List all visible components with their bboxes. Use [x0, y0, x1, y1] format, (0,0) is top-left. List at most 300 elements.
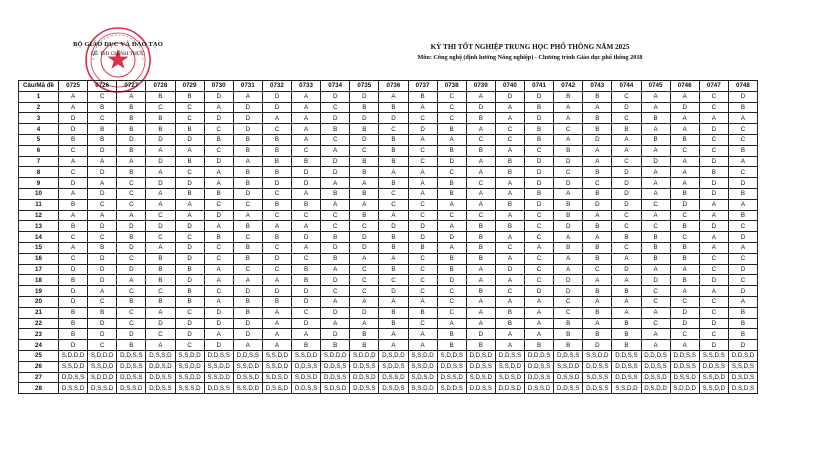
exam-code-header: 0747 — [699, 81, 728, 92]
answer-cell: A — [699, 113, 728, 124]
answer-cell: D — [59, 124, 88, 135]
exam-code-header: 0748 — [728, 81, 757, 92]
answer-cell: D — [292, 178, 321, 189]
answer-cell: A — [641, 91, 670, 102]
answer-cell: D,D,S,S — [117, 361, 146, 372]
answer-cell: D — [321, 113, 350, 124]
answer-cell: C — [495, 286, 524, 297]
answer-cell: B — [699, 167, 728, 178]
answer-cell: D — [233, 329, 262, 340]
answer-cell: B — [350, 340, 379, 351]
answer-cell: B — [525, 188, 554, 199]
answer-cell: C — [408, 318, 437, 329]
answer-cell: D — [262, 178, 291, 189]
answer-cell: B — [583, 188, 612, 199]
answer-cell: A — [612, 134, 641, 145]
answer-cell: D — [88, 221, 117, 232]
table-row — [19, 167, 758, 178]
answer-cell: C — [321, 221, 350, 232]
answer-cell: A — [262, 329, 291, 340]
answer-cell: D — [525, 199, 554, 210]
answer-cell: B — [117, 296, 146, 307]
exam-code-header: 0725 — [59, 81, 88, 92]
answer-cell: A — [262, 318, 291, 329]
answer-cell: S,D,S,D — [321, 383, 350, 394]
answer-cell: C — [583, 264, 612, 275]
answer-cell: B — [175, 188, 204, 199]
answer-cell: D,D,S,S — [466, 361, 495, 372]
answer-cell: D,D,S,S — [670, 350, 699, 361]
answer-cell: B — [525, 340, 554, 351]
answer-cell: A — [292, 242, 321, 253]
answer-cell: C — [117, 253, 146, 264]
answer-cell: D — [379, 221, 408, 232]
answer-cell: B — [612, 340, 641, 351]
answer-cell: B — [233, 307, 262, 318]
answer-cell: B — [88, 124, 117, 135]
question-number: 27 — [19, 372, 59, 383]
table-row — [19, 242, 758, 253]
answer-cell: A — [699, 286, 728, 297]
answer-cell: C — [437, 210, 466, 221]
answer-cell: A — [554, 113, 583, 124]
answer-cell: D,D,S,S — [350, 383, 379, 394]
answer-cell: D — [699, 275, 728, 286]
answer-cell: A — [466, 296, 495, 307]
exam-code-header: 0739 — [466, 81, 495, 92]
answer-cell: S,S,D,D — [175, 361, 204, 372]
answer-cell: B — [612, 318, 641, 329]
answer-cell: B — [175, 156, 204, 167]
answer-cell: C — [466, 178, 495, 189]
answer-cell: A — [117, 210, 146, 221]
answer-cell: A — [146, 242, 175, 253]
exam-code-header: 0734 — [321, 81, 350, 92]
answer-cell: A — [525, 318, 554, 329]
exam-subject: Môn: Công nghệ (định hướng Nông nghiệp) - Chương trình Giáo dục phổ thông 2018 — [417, 54, 643, 61]
answer-cell: D,S,S,D — [437, 372, 466, 383]
answer-cell: S,S,D,D — [554, 361, 583, 372]
answer-cell: A — [437, 242, 466, 253]
answer-cell: D — [408, 221, 437, 232]
question-number: 8 — [19, 167, 59, 178]
answer-cell: A — [350, 199, 379, 210]
answer-cell: C — [262, 210, 291, 221]
answer-cell: B — [379, 134, 408, 145]
answer-cell: A — [495, 113, 524, 124]
answer-cell: S,S,D,S — [699, 350, 728, 361]
answer-cell: B — [350, 124, 379, 135]
answer-cell: C — [495, 242, 524, 253]
answer-cell: A — [728, 113, 757, 124]
exam-code-header: 0729 — [175, 81, 204, 92]
answer-cell: D — [204, 210, 233, 221]
answer-cell: B — [612, 329, 641, 340]
answer-cell: B — [146, 253, 175, 264]
answer-cell: A — [350, 178, 379, 189]
answer-cell: B — [495, 156, 524, 167]
answer-cell: A — [670, 124, 699, 135]
answer-cell: D — [262, 253, 291, 264]
answer-cell: C — [612, 91, 641, 102]
answer-cell: D,D,S,S — [554, 350, 583, 361]
answer-cell: S,S,D,D — [495, 361, 524, 372]
answer-cell: A — [495, 188, 524, 199]
answer-cell: A — [670, 113, 699, 124]
answer-cell: C — [408, 156, 437, 167]
answer-cell: A — [262, 275, 291, 286]
answer-cell: S,S,D,D — [59, 361, 88, 372]
answer-cell: B — [88, 307, 117, 318]
answer-cell: A — [495, 296, 524, 307]
answer-cell: D,D,S,S — [437, 361, 466, 372]
answer-cell: A — [146, 145, 175, 156]
answer-cell: B — [728, 102, 757, 113]
answer-cell: B — [437, 188, 466, 199]
question-number: 2 — [19, 102, 59, 113]
answer-cell: B — [408, 307, 437, 318]
answer-cell: D — [146, 221, 175, 232]
question-number: 5 — [19, 134, 59, 145]
answer-cell: B — [321, 232, 350, 243]
question-number: 9 — [19, 178, 59, 189]
answer-cell: C — [88, 340, 117, 351]
answer-cell: C — [408, 199, 437, 210]
answer-cell: B — [437, 253, 466, 264]
question-number: 24 — [19, 340, 59, 351]
exam-code-header: 0743 — [583, 81, 612, 92]
answer-cell: C — [408, 113, 437, 124]
answer-cell: A — [146, 199, 175, 210]
answer-cell: B — [321, 188, 350, 199]
table-row — [19, 350, 758, 361]
answer-cell: B — [350, 167, 379, 178]
answer-cell: A — [350, 296, 379, 307]
answer-cell: A — [670, 178, 699, 189]
answer-cell: C — [204, 199, 233, 210]
answer-cell: D — [292, 296, 321, 307]
answer-cell: B — [612, 124, 641, 135]
answer-cell: D — [292, 167, 321, 178]
answer-cell: C — [583, 178, 612, 189]
answer-cell: B — [583, 91, 612, 102]
answer-cell: A — [204, 275, 233, 286]
answer-cell: D — [59, 178, 88, 189]
answer-cell: C — [146, 329, 175, 340]
answer-cell: D,D,S,S — [204, 350, 233, 361]
answer-cell: B — [117, 145, 146, 156]
answer-cell: A — [554, 188, 583, 199]
answer-cell: S,S,D,D — [233, 361, 262, 372]
answer-cell: B — [146, 296, 175, 307]
answer-cell: S,S,D,D — [583, 350, 612, 361]
answer-cell: D — [262, 286, 291, 297]
table-row — [19, 340, 758, 351]
answer-cell: D — [466, 102, 495, 113]
answer-cell: B — [437, 264, 466, 275]
answer-cell: A — [59, 102, 88, 113]
answer-cell: C — [350, 264, 379, 275]
answer-cell: S,D,D,S — [437, 383, 466, 394]
answer-cell: A — [495, 178, 524, 189]
table-row — [19, 286, 758, 297]
answer-cell: D,S,S,D — [88, 383, 117, 394]
answer-cell: A — [495, 340, 524, 351]
answer-cell: D — [175, 318, 204, 329]
table-row — [19, 113, 758, 124]
answer-cell: B — [408, 91, 437, 102]
answer-cell: C — [612, 113, 641, 124]
answer-cell: D,D,S,S — [59, 372, 88, 383]
answer-cell: S,D,D,D — [321, 350, 350, 361]
answer-cell: A — [495, 329, 524, 340]
answer-cell: C — [292, 253, 321, 264]
answer-cell: B — [641, 253, 670, 264]
answer-cell: C — [175, 232, 204, 243]
answer-cell: B — [670, 253, 699, 264]
answer-cell: B — [379, 264, 408, 275]
answer-cell: A — [292, 329, 321, 340]
answer-cell: D,D,S,D — [728, 350, 757, 361]
answer-cell: S,S,D,D — [408, 350, 437, 361]
answer-cell: A — [408, 102, 437, 113]
answer-cell: A — [408, 340, 437, 351]
answer-cell: A — [59, 156, 88, 167]
answer-cell: A — [583, 275, 612, 286]
answer-cell: C — [175, 167, 204, 178]
answer-cell: D,D,S,S — [204, 383, 233, 394]
answer-cell: D — [175, 178, 204, 189]
ministry-name: BỘ GIÁO DỤC VÀ ĐÀO TẠO — [72, 41, 164, 48]
answer-cell: C — [175, 113, 204, 124]
answer-cell: C — [292, 210, 321, 221]
answer-cell: A — [437, 318, 466, 329]
answer-cell: D,D,S,S — [117, 372, 146, 383]
answer-cell: C — [408, 286, 437, 297]
answer-cell: C — [350, 286, 379, 297]
answer-cell: C — [699, 91, 728, 102]
answer-cell: D,D,S,S — [525, 361, 554, 372]
answer-cell: C — [204, 253, 233, 264]
answer-cell: C — [146, 210, 175, 221]
answer-cell: A — [292, 102, 321, 113]
answer-cell: A — [466, 199, 495, 210]
answer-cell: D — [350, 307, 379, 318]
answer-cell: S,D,S,D — [466, 372, 495, 383]
answer-cell: S,S,D,D — [175, 372, 204, 383]
exam-code-header: 0741 — [525, 81, 554, 92]
answer-cell: B — [641, 242, 670, 253]
answer-cell: S,S,D,D — [88, 361, 117, 372]
table-row — [19, 221, 758, 232]
answer-cell: D,D,S,S — [670, 361, 699, 372]
table-row — [19, 275, 758, 286]
answer-cell: B — [117, 113, 146, 124]
answer-cell: A — [583, 102, 612, 113]
answer-cell: B — [466, 232, 495, 243]
answer-cell: C — [699, 102, 728, 113]
answer-cell: D,D,S,D — [146, 361, 175, 372]
answer-cell: D — [321, 329, 350, 340]
answer-cell: B — [670, 188, 699, 199]
answer-cell: C — [233, 264, 262, 275]
exam-code-header: 0740 — [495, 81, 524, 92]
answer-cell: D — [146, 134, 175, 145]
answer-cell: B — [146, 113, 175, 124]
answer-cell: D,D,S,S — [146, 383, 175, 394]
answer-cell: D — [59, 264, 88, 275]
exam-title: KỲ THI TỐT NGHIỆP TRUNG HỌC PHỔ THÔNG NĂM 2025 — [430, 43, 630, 51]
answer-cell: D — [117, 242, 146, 253]
answer-cell: A — [437, 134, 466, 145]
answer-cell: A — [466, 307, 495, 318]
answer-cell: C — [699, 264, 728, 275]
answer-cell: C — [350, 275, 379, 286]
answer-cell: C — [146, 102, 175, 113]
answer-cell: A — [146, 167, 175, 178]
answer-cell: A — [379, 296, 408, 307]
answer-cell: A — [204, 221, 233, 232]
answer-cell: D — [88, 167, 117, 178]
answer-cell: D,S,S,D — [670, 372, 699, 383]
answer-cell: D — [262, 102, 291, 113]
answer-cell: B — [437, 124, 466, 135]
answer-cell: A — [641, 329, 670, 340]
answer-cell: A — [466, 167, 495, 178]
answer-cell: A — [466, 91, 495, 102]
answer-cell: D — [233, 113, 262, 124]
answer-cell: C — [641, 221, 670, 232]
answer-cell: B — [466, 253, 495, 264]
answer-cell: A — [466, 275, 495, 286]
exam-code-header: 0744 — [612, 81, 641, 92]
answer-cell: A — [466, 188, 495, 199]
answer-cell: S,D,S,D — [262, 372, 291, 383]
answer-cell: A — [59, 91, 88, 102]
answer-cell: B — [554, 199, 583, 210]
answer-cell: C — [728, 275, 757, 286]
answer-cell: A — [408, 188, 437, 199]
answer-cell: C — [321, 102, 350, 113]
answer-cell: D — [728, 91, 757, 102]
answer-cell: B — [204, 232, 233, 243]
answer-cell: B — [292, 264, 321, 275]
answer-cell: D — [495, 264, 524, 275]
question-number: 14 — [19, 232, 59, 243]
answer-cell: A — [641, 102, 670, 113]
answer-cell: C — [117, 199, 146, 210]
answer-cell: D,D,S,S — [146, 372, 175, 383]
answer-cell: A — [262, 113, 291, 124]
answer-cell: A — [699, 242, 728, 253]
answer-cell: C — [612, 221, 641, 232]
answer-cell: S,D,S,D — [495, 372, 524, 383]
answer-cell: C — [525, 275, 554, 286]
answer-cell: A — [233, 156, 262, 167]
answer-cell: C — [204, 145, 233, 156]
answer-cell: B — [146, 275, 175, 286]
answer-cell: A — [292, 134, 321, 145]
answer-cell: A — [350, 318, 379, 329]
answer-cell: A — [175, 145, 204, 156]
question-number: 1 — [19, 91, 59, 102]
answer-cell: B — [292, 340, 321, 351]
answer-cell: C — [612, 210, 641, 221]
question-number: 19 — [19, 286, 59, 297]
answer-cell: A — [408, 134, 437, 145]
answer-cell: D — [88, 264, 117, 275]
table-row — [19, 232, 758, 243]
answer-cell: C — [641, 286, 670, 297]
answer-cell: A — [321, 264, 350, 275]
answer-cell: A — [88, 286, 117, 297]
answer-cell: A — [495, 102, 524, 113]
answer-cell: D — [525, 113, 554, 124]
answer-cell: D — [59, 296, 88, 307]
answer-cell: A — [554, 232, 583, 243]
answer-cell: D — [88, 145, 117, 156]
answer-cell: D,S,S,D — [59, 383, 88, 394]
answer-cell: B — [175, 286, 204, 297]
answer-cell: C — [321, 210, 350, 221]
answer-cell: D — [670, 102, 699, 113]
answer-cell: A — [525, 296, 554, 307]
answer-cell: B — [292, 199, 321, 210]
question-number: 17 — [19, 264, 59, 275]
answer-cell: D — [175, 275, 204, 286]
answer-cell: A — [554, 134, 583, 145]
answer-cell: B — [379, 145, 408, 156]
answer-cell: D,D,S,S — [612, 350, 641, 361]
answer-cell: C — [292, 145, 321, 156]
answer-cell: C — [525, 145, 554, 156]
answer-cell: A — [612, 307, 641, 318]
answer-cell: D — [321, 275, 350, 286]
answer-cell: B — [321, 253, 350, 264]
answer-cell: D,S,S,D — [641, 372, 670, 383]
table-row — [19, 372, 758, 383]
answer-cell: A — [408, 296, 437, 307]
question-number: 28 — [19, 383, 59, 394]
answer-cell: B — [146, 124, 175, 135]
answer-cell: D — [525, 286, 554, 297]
answer-cell: D,D,S,S — [612, 361, 641, 372]
answer-cell: A — [379, 253, 408, 264]
answer-cell: D — [437, 232, 466, 243]
answer-cell: B — [525, 102, 554, 113]
answer-cell: B — [175, 264, 204, 275]
answer-cell: C — [554, 167, 583, 178]
answer-cell: B — [728, 145, 757, 156]
answer-cell: B — [88, 242, 117, 253]
answer-cell: D — [699, 178, 728, 189]
answer-cell: B — [117, 340, 146, 351]
exam-code-header: 0728 — [146, 81, 175, 92]
answer-cell: D — [175, 329, 204, 340]
answer-cell: D — [612, 167, 641, 178]
answer-cell: D — [525, 156, 554, 167]
answer-cell: C — [728, 167, 757, 178]
answer-cell: C — [525, 232, 554, 243]
answer-cell: B — [233, 221, 262, 232]
answer-cell: C — [175, 340, 204, 351]
answer-cell: D,S,S,D — [262, 383, 291, 394]
answer-cell: A — [233, 91, 262, 102]
answer-cell: D — [321, 167, 350, 178]
answer-cell: S,D,D,D — [59, 350, 88, 361]
answer-cell: C — [59, 167, 88, 178]
answer-cell: C — [699, 329, 728, 340]
